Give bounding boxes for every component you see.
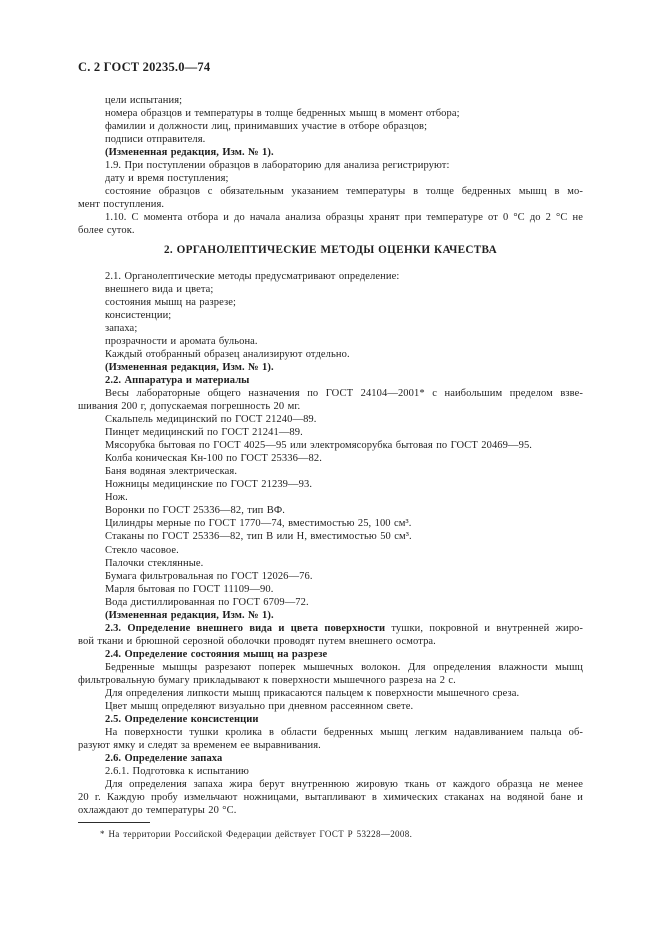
text-segment: цели испытания; — [105, 95, 183, 106]
text-line — [78, 687, 583, 700]
text-segment: мент поступления. — [78, 199, 165, 211]
text-line — [78, 517, 583, 530]
text-line — [78, 211, 583, 224]
text-line — [78, 348, 583, 361]
text-segment: Нож. — [105, 492, 128, 504]
text-line — [78, 557, 583, 570]
text-line — [78, 739, 583, 752]
text-line — [78, 752, 583, 765]
text-segment: фамилии и должности лиц, принимавших участие в отборе образцов; — [105, 121, 428, 133]
text-segment: Цилиндры мерные по ГОСТ 1770—74, вместимостью 25, 100 см³. — [105, 518, 412, 530]
text-segment-bold: (Измененная редакция, Изм. № 1). — [105, 609, 274, 621]
text-segment: Колба коническая Кн-100 по ГОСТ 25336—82. — [105, 453, 322, 465]
text-line — [78, 478, 583, 491]
text-segment: Бедренные мышцы разрезают поперек мышечных волокон. Для определения влажности мышц — [105, 661, 583, 673]
text-line — [78, 726, 583, 739]
text-segment-bold: (Измененная редакция, Изм. № 1). — [105, 361, 274, 373]
text-segment: Цвет мышц определяют визуально при дневном рассеянном свете. — [105, 701, 414, 713]
text-segment: Ножницы медицинские по ГОСТ 21239—93. — [105, 479, 313, 491]
text-line — [78, 413, 583, 426]
text-segment: Стекло часовое. — [105, 544, 179, 556]
document-body — [78, 94, 583, 842]
text-segment-bold: (Измененная редакция, Изм. № 1). — [105, 147, 274, 159]
text-line — [78, 504, 583, 517]
text-segment: номера образцов и температуры в толще бедренных мышц в момент отбора; — [105, 108, 460, 120]
text-line — [78, 309, 583, 322]
text-line — [78, 661, 583, 674]
text-line — [78, 224, 583, 237]
text-line — [78, 713, 583, 726]
text-segment: дату и время поступления; — [105, 173, 229, 185]
text-line — [78, 570, 583, 583]
text-segment: фильтровальную бумагу прикладывают к поверхности мышечного разреза на 2 с. — [78, 674, 456, 686]
text-segment: Вода дистиллированная по ГОСТ 6709—72. — [105, 596, 309, 608]
text-line — [78, 452, 583, 465]
text-line — [78, 94, 583, 107]
text-line — [78, 635, 583, 648]
text-segment: охлаждают до температуры 20 °С. — [78, 805, 237, 817]
text-line — [78, 530, 583, 543]
text-segment: прозрачности и аромата бульона. — [105, 335, 258, 347]
text-segment: 2.6.1. Подготовка к испытанию — [105, 766, 250, 778]
text-segment: запаха; — [105, 322, 138, 334]
text-line — [78, 765, 583, 778]
text-line — [78, 791, 583, 804]
text-segment-bold: 2.6. Определение запаха — [105, 753, 223, 765]
text-segment: Весы лабораторные общего назначения по ГОСТ 24104—2001* с наибольшим пределом взве- — [105, 387, 583, 399]
text-segment-bold: 2.3. Определение внешнего вида и цвета поверхности — [105, 622, 386, 634]
text-line — [78, 322, 583, 335]
text-segment-bold: 2.4. Определение состояния мышц на разрезе — [105, 648, 328, 660]
text-line — [78, 296, 583, 309]
text-line — [78, 465, 583, 478]
text-segment: Каждый отобранный образец анализируют отдельно. — [105, 348, 350, 360]
text-line — [78, 270, 583, 283]
text-line — [78, 198, 583, 211]
text-line — [78, 491, 583, 504]
text-line — [78, 159, 583, 172]
text-line — [78, 185, 583, 198]
text-segment-bold: 2.2. Аппаратура и материалы — [105, 374, 250, 386]
text-line — [78, 674, 583, 687]
text-line — [78, 120, 583, 133]
text-line — [78, 778, 583, 791]
text-segment: Палочки стеклянные. — [105, 557, 204, 569]
text-segment: Мясорубка бытовая по ГОСТ 4025—95 или электромясорубка бытовая по ГОСТ 20469—95. — [105, 440, 533, 452]
text-line — [78, 374, 583, 387]
text-segment: состояние образцов с обязательным указанием температуры в толще бедренных мышц в мо- — [105, 186, 583, 198]
text-segment: На поверхности тушки кролика в области бедренных мышц легким надавливанием пальца об- — [105, 727, 583, 739]
text-line — [78, 439, 583, 452]
text-segment: 2.1. Органолептические методы предусматривают определение: — [105, 270, 400, 282]
text-segment: Для определения липкости мышц прикасаются пальцем к поверхности мышечного среза. — [105, 688, 520, 700]
text-line — [78, 133, 583, 146]
text-line — [78, 283, 583, 296]
text-segment-bold: 2.5. Определение консистенции — [105, 714, 259, 726]
footnote: * На территории Российской Федерации действует ГОСТ Р 53228—2008. — [100, 829, 413, 840]
text-segment: подписи отправителя. — [105, 134, 206, 146]
text-segment: Стаканы по ГОСТ 25336—82, тип В или Н, вместимостью 50 см³. — [105, 531, 412, 543]
text-segment: более суток. — [78, 225, 135, 237]
text-line — [78, 609, 583, 622]
text-segment: внешнего вида и цвета; — [105, 283, 214, 295]
text-segment: 20 г. Каждую пробу измельчают ножницами, вытапливают в химических стаканах на водяной бане и — [78, 792, 583, 804]
text-line — [78, 400, 583, 413]
text-segment: шивания 200 г, допускаемая погрешность 20 мг. — [78, 400, 301, 412]
text-segment: вой ткани и брюшной серозной оболочки проводят путем внешнего осмотра. — [78, 635, 436, 647]
text-segment: консистенции; — [105, 309, 172, 321]
text-line — [78, 146, 583, 159]
text-line — [78, 804, 583, 817]
text-segment: Марля бытовая по ГОСТ 11109—90. — [105, 583, 274, 595]
text-segment: Воронки по ГОСТ 25336—82, тип ВФ. — [105, 505, 285, 517]
text-line — [78, 648, 583, 661]
text-segment: 1.10. С момента отбора и до начала анализа образцы хранят при температуре от 0 °С до 2 °С не — [105, 212, 583, 224]
text-segment: состояния мышц на разрезе; — [105, 296, 237, 308]
text-line — [78, 426, 583, 439]
text-line — [78, 361, 583, 374]
text-line — [78, 583, 583, 596]
text-segment: Бумага фильтровальная по ГОСТ 12026—76. — [105, 570, 313, 582]
footnote-divider — [78, 822, 150, 823]
section-heading: 2. ОРГАНОЛЕПТИЧЕСКИЕ МЕТОДЫ ОЦЕНКИ КАЧЕСТВА — [163, 243, 497, 256]
text-line — [78, 596, 583, 609]
text-segment: разуют ямку и следят за временем ее выравнивания. — [78, 740, 321, 752]
text-segment: Пинцет медицинский по ГОСТ 21241—89. — [105, 427, 303, 439]
text-line — [78, 544, 583, 557]
page-header: С. 2 ГОСТ 20235.0—74 — [78, 60, 211, 74]
text-line — [78, 387, 583, 400]
text-segment: тушки, покровной и внутренней жиро- — [385, 622, 583, 634]
section-1-lines — [78, 94, 583, 238]
text-segment: Для определения запаха жира берут внутреннюю жировую ткань от каждого образца не менее — [105, 779, 583, 791]
text-line — [78, 107, 583, 120]
text-segment: Баня водяная электрическая. — [105, 466, 238, 478]
text-segment: Скальпель медицинский по ГОСТ 21240—89. — [105, 414, 317, 426]
text-segment: 1.9. При поступлении образцов в лабораторию для анализа регистрируют: — [105, 160, 450, 172]
text-line — [78, 335, 583, 348]
text-line — [78, 172, 583, 185]
section-2-lines — [78, 270, 583, 818]
text-line — [78, 622, 583, 635]
text-line — [78, 700, 583, 713]
